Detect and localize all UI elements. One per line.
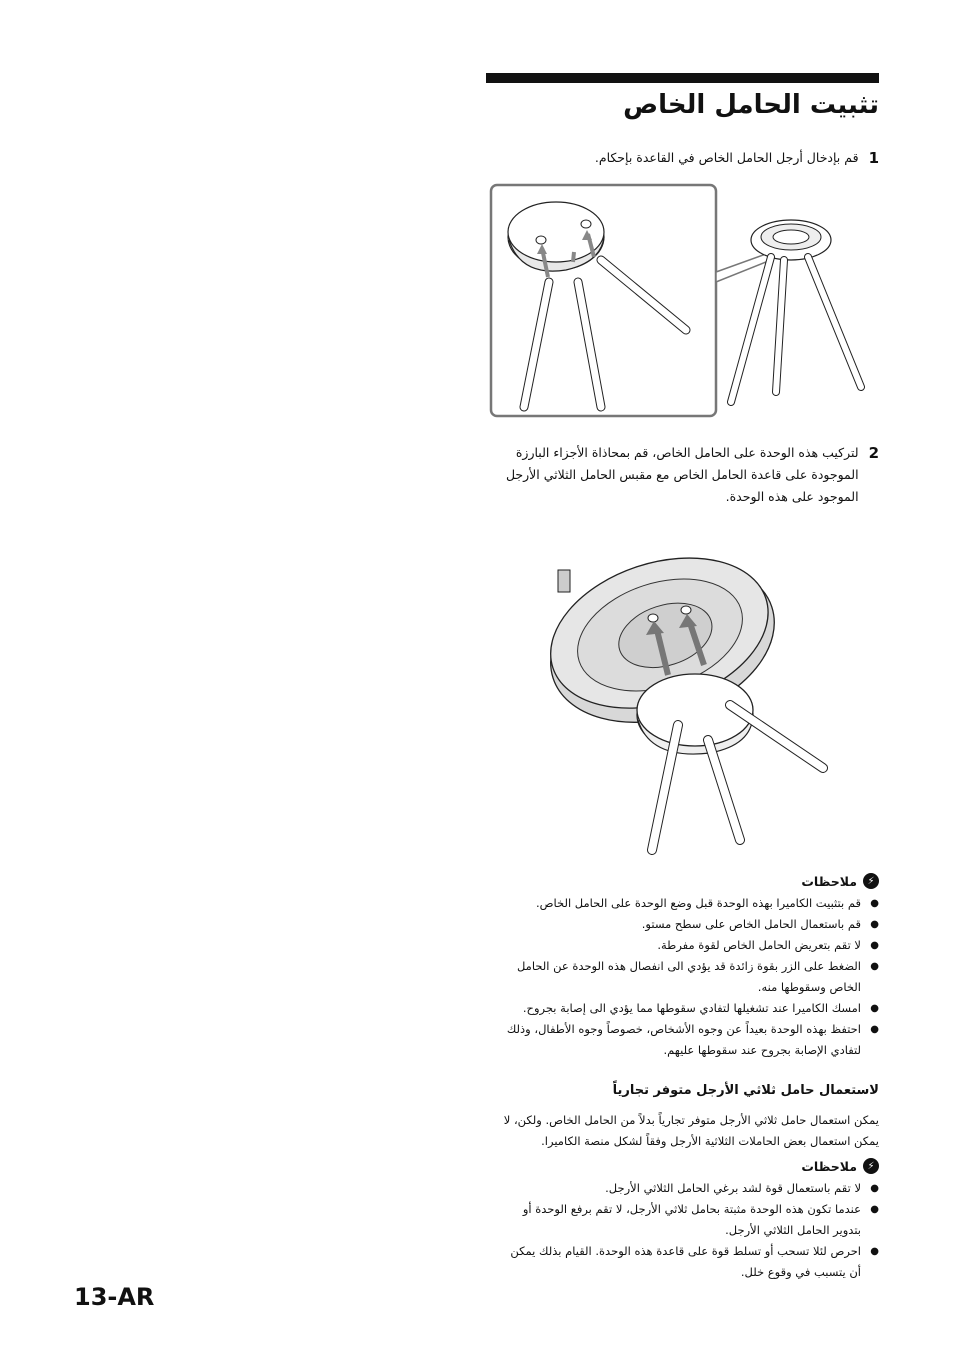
page-number: 13-AR bbox=[74, 1283, 155, 1311]
list-item: ● قم باستعمال الحامل الخاص على سطح مستو. bbox=[499, 914, 879, 935]
notes-label: ملاحظات bbox=[801, 1158, 857, 1174]
section-title: لاستعمال حامل ثلاثي الأرجل متوفر تجارياً bbox=[612, 1083, 879, 1098]
notes-section-1 bbox=[499, 873, 879, 1061]
notes-section-2 bbox=[499, 1158, 879, 1283]
section-paragraph: يمكن استعمال حامل ثلاثي الأرجل متوفر تجارياً بدلاً من الحامل الخاص. ولكن، لا يمكن استعمال بعض الحاملات الثلاثية الأرجل وفقاً لشكل منصة الكاميرا. bbox=[503, 1113, 879, 1148]
caution-icon: ⚡ bbox=[863, 873, 879, 889]
list-item: ● عندما تكون هذه الوحدة مثبتة بحامل ثلاثي الأرجل، لا تقم برفع الوحدة أو بتدوير الحامل الثلاثي الأرجل. bbox=[499, 1199, 879, 1241]
notes-heading bbox=[499, 873, 879, 889]
illustration-legs-insert bbox=[486, 182, 879, 422]
step-2 bbox=[479, 442, 879, 508]
list-item: ● قم بتثبيت الكاميرا بهذه الوحدة قبل وضع الوحدة على الحامل الخاص. bbox=[499, 893, 879, 914]
caution-icon: ⚡ bbox=[863, 1158, 879, 1174]
notes-list-1 bbox=[499, 893, 879, 1061]
illustration-unit-on-stand bbox=[540, 525, 840, 860]
notes-heading bbox=[499, 1158, 879, 1174]
step-1-text: قم بإدخال أرجل الحامل الخاص في القاعدة بإحكام. bbox=[594, 150, 859, 165]
step-1 bbox=[479, 147, 879, 169]
step-1-number: 1 bbox=[868, 149, 879, 167]
list-item: ● لا تقم باستعمال قوة لشد برغي الحامل الثلاثي الأرجل. bbox=[499, 1178, 879, 1199]
step-2-number: 2 bbox=[868, 444, 879, 462]
list-item: ● امسك الكاميرا عند تشغيلها لتفادي سقوطها مما يؤدي الى إصابة بجروح. bbox=[499, 998, 879, 1019]
page-title: تثبيت الحامل الخاص bbox=[623, 90, 879, 120]
list-item: ● لا تقم بتعريض الحامل الخاص لقوة مفرطة. bbox=[499, 935, 879, 956]
notes-list-2 bbox=[499, 1178, 879, 1283]
header-rule bbox=[486, 73, 879, 83]
notes-label: ملاحظات bbox=[801, 873, 857, 889]
list-item: ● احرص لئلا تسحب أو تسلط قوة على قاعدة هذه الوحدة. القيام بذلك يمكن أن يتسبب في وقوع خلل. bbox=[499, 1241, 879, 1283]
step-2-text: لتركيب هذه الوحدة على الحامل الخاص، قم بمحاذاة الأجزاء البارزة الموجودة على قاعدة الحامل الخاص مع مقبس الحامل الثلاثي الأرجل الموجود على هذه الوحدة. bbox=[505, 445, 859, 504]
list-item: ● احتفظ بهذه الوحدة بعيداً عن وجوه الأشخاص، خصوصاً وجوه الأطفال، وذلك لتفادي الإصابة بجروح عند سقوطها عليهم. bbox=[499, 1019, 879, 1061]
list-item: ● الضغط على الزر بقوة زائدة قد يؤدي الى انفصال هذه الوحدة عن الحامل الخاص وسقوطها منه. bbox=[499, 956, 879, 998]
